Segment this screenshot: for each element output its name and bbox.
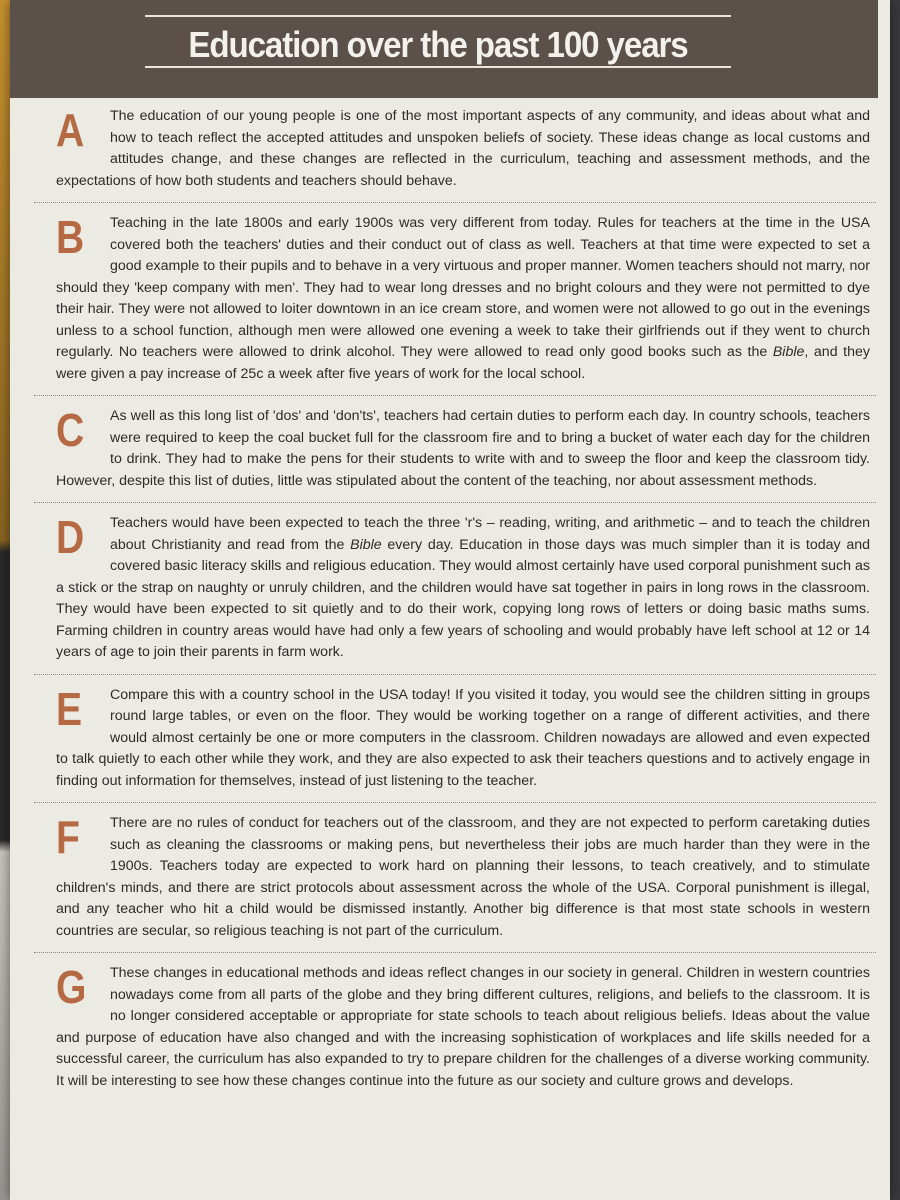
title-rule-top [145, 15, 731, 17]
section-f [34, 803, 876, 953]
section-text: every day. Education in those days was much simpler than it is today and covered basic literacy skills and religious education. They would almost certainly have used corporal punishment such as a stick or the strap on naughty or unruly children, and the children would have sat together in pairs in long rows in the classroom. They would have been expected to sit quietly and to do their work, copying long rows of letters or doing basic maths sums. Farming children in country areas would have had only a few years of schooling and would probably have left school at 12 or 14 years of age to join their parents in farm work. [56, 536, 870, 660]
book-spine-edge [0, 0, 10, 1200]
section-a [34, 96, 876, 203]
document-page [10, 0, 890, 1200]
section-letter: F [56, 811, 80, 863]
section-e [34, 675, 876, 804]
section-text: There are no rules of conduct for teachers out of the classroom, and they are not expected to perform caretaking duties such as cleaning the classrooms or making pens, but nevertheless their jobs are much harder than they were in the 1900s. Teachers today are expected to work hard on planning their lessons, to teach creatively, and to stimulate children's minds, and there are strict protocols about assessment across the whole of the USA. Corporal punishment is illegal, and any teacher who hit a child would be dismissed instantly. Another big difference is that most state schools in western countries are secular, so religious teaching is not part of the curriculum. [56, 815, 870, 939]
section-text-italic: Bible [772, 344, 805, 360]
section-letter: B [56, 211, 85, 263]
section-text: Teachers would have been expected to teach the three 'r's – reading, writing, and arithmetic – and to teach the children about Christianity and read from the [110, 515, 870, 553]
section-text: Teaching in the late 1800s and early 1900s was very different from today. Rules for teachers at the time in the USA covered both the teachers' duties and their conduct out of class as well. Teachers at that time were expected to set a good example to their pupils and to behave in a very virtuous and proper manner. Women teachers should not marry, nor should they 'keep company with men'. They had to wear long dresses and no bright colours and they were not permitted to dye their hair. They were not allowed to loiter downtown in an ice cream store, and women were not allowed to go out in the evenings unless to a school function, although men were allowed one evening a week to take their girlfriends out if they went to church regularly. No teachers were allowed to drink alcohol. They were allowed to read only good books such as the [56, 215, 870, 360]
section-g [34, 953, 876, 1102]
sections-list [34, 96, 876, 1102]
section-c [34, 396, 876, 503]
section-letter: E [56, 682, 83, 735]
section-text: As well as this long list of 'dos' and 'don'ts', teachers had certain duties to perform each day. In country schools, teachers were required to keep the coal bucket full for the classroom fire and to bring a bucket of water each day for the children to drink. They had to make the pens for their students to write with and to sweep the floor and keep the classroom tidy. However, despite this list of duties, little was stipulated about the content of the teaching, nor about assessment methods. [56, 408, 870, 489]
section-text-italic: Bible [350, 536, 382, 553]
section-d [34, 503, 876, 675]
title-banner [10, 0, 878, 98]
section-letter: D [56, 511, 85, 563]
section-letter: A [56, 104, 85, 156]
section-text: The education of our young people is one of the most important aspects of any community, and ideas about what and how to teach reflect the accepted attitudes and unspoken beliefs of society. These ideas change as local customs and attitudes change, and these changes are reflected in the curriculum, teaching and assessment methods, and the expectations of how both students and teachers should behave. [56, 108, 870, 189]
section-letter: C [56, 404, 85, 456]
section-b [34, 203, 876, 396]
section-letter: G [56, 961, 87, 1013]
section-text: , and they were given a pay increase of 25c a week after five years of work for the local school. [56, 344, 870, 382]
page-title: Education over the past 100 years [188, 24, 688, 65]
title-rule-bottom [145, 66, 731, 68]
section-text: These changes in educational methods and ideas reflect changes in our society in general. Children in western countries nowadays come from all parts of the globe and they bring different cultures, religions, and beliefs to the classroom. It is no longer considered acceptable or appropriate for state schools to teach about religious beliefs. Ideas about the value and purpose of education have also changed and with the increasing sophistication of workplaces and life skills needed for a successful career, the curriculum has also expanded to try to prepare children for the challenges of a diverse working community. It will be interesting to see how these changes continue into the future as our society and culture grows and develops. [56, 965, 870, 1089]
section-text: Compare this with a country school in the USA today! If you visited it today, you would see the children sitting in groups round large tables, or even on the floor. They would be working together on a range of different activities, and there would almost certainly be one or more computers in the classroom. Children nowadays are allowed and even expected to talk quietly to each other while they work, and they are also expected to ask their teachers questions and to actively engage in finding out information for themselves, instead of just listening to the teacher. [56, 686, 870, 789]
